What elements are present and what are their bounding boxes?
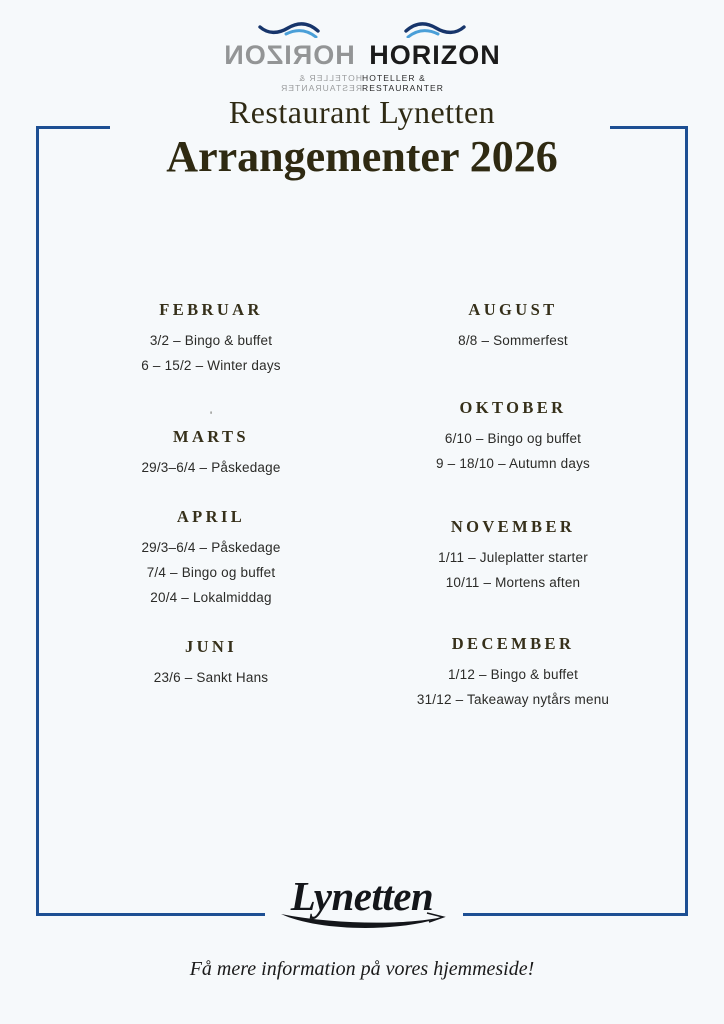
month-name: DECEMBER	[451, 633, 575, 653]
event-item: 29/3–6/4 – Påskedage	[141, 459, 281, 475]
brand-logo-mirror	[216, 18, 362, 93]
event-item: 1/12 – Bingo & buffet	[447, 666, 579, 682]
month-block	[362, 300, 664, 354]
brand-word: HORIZON	[369, 40, 501, 70]
events-column-left	[60, 300, 362, 739]
event-item: 8/8 – Sommerfest	[458, 333, 568, 348]
event-item: 29/3–6/4 – Påskedage	[141, 539, 281, 555]
month-block	[60, 300, 362, 379]
event-item: 9 – 18/10 – Autumn days	[436, 455, 590, 471]
month-name: NOVEMBER	[450, 516, 576, 536]
month-name: AUGUST	[468, 300, 558, 319]
waves-icon	[258, 18, 320, 38]
column-separator: '	[209, 409, 213, 422]
event-item: 7/4 – Bingo og buffet	[146, 564, 276, 580]
events-columns	[60, 300, 664, 739]
brand-subtitle-mirror: HOTELLER & RESTAURANTER	[280, 73, 362, 93]
month-name: JUNI	[184, 636, 238, 656]
event-item: 6/10 – Bingo og buffet	[444, 430, 582, 446]
restaurant-name: Restaurant Lynetten	[228, 94, 496, 130]
footer-logo-text: Lynetten	[290, 873, 434, 919]
month-name: OKTOBER	[459, 397, 567, 417]
waves-icon	[404, 18, 466, 38]
page-title: Arrangementer 2026	[166, 132, 558, 181]
month-name: MARTS	[172, 426, 249, 446]
month-block	[60, 427, 362, 481]
month-name: APRIL	[176, 506, 246, 526]
event-item: 1/11 – Juleplatter starter	[438, 549, 588, 565]
footer-note: Få mere information på vores hjemmeside!	[189, 958, 535, 980]
brand-word-mirror: HORIZON	[223, 40, 355, 70]
month-name: FEBRUAR	[159, 300, 263, 319]
event-item: 3/2 – Bingo & buffet	[149, 333, 273, 348]
event-item: 10/11 – Mortens aften	[445, 574, 581, 590]
events-column-right	[362, 300, 664, 739]
event-item: 31/12 – Takeaway nytårs menu	[416, 691, 610, 707]
brand-logo-main	[362, 18, 508, 93]
event-item: 23/6 – Sankt Hans	[153, 669, 269, 685]
month-block	[60, 637, 362, 691]
month-block	[362, 517, 664, 596]
footer-logo	[0, 873, 724, 933]
month-block	[60, 507, 362, 611]
event-item: 6 – 15/2 – Winter days	[141, 357, 281, 373]
month-block	[362, 398, 664, 477]
brand-logo	[0, 18, 724, 93]
brand-subtitle: HOTELLER & RESTAURANTER	[362, 73, 444, 93]
event-item: 20/4 – Lokalmiddag	[150, 589, 272, 605]
month-block	[362, 634, 664, 713]
